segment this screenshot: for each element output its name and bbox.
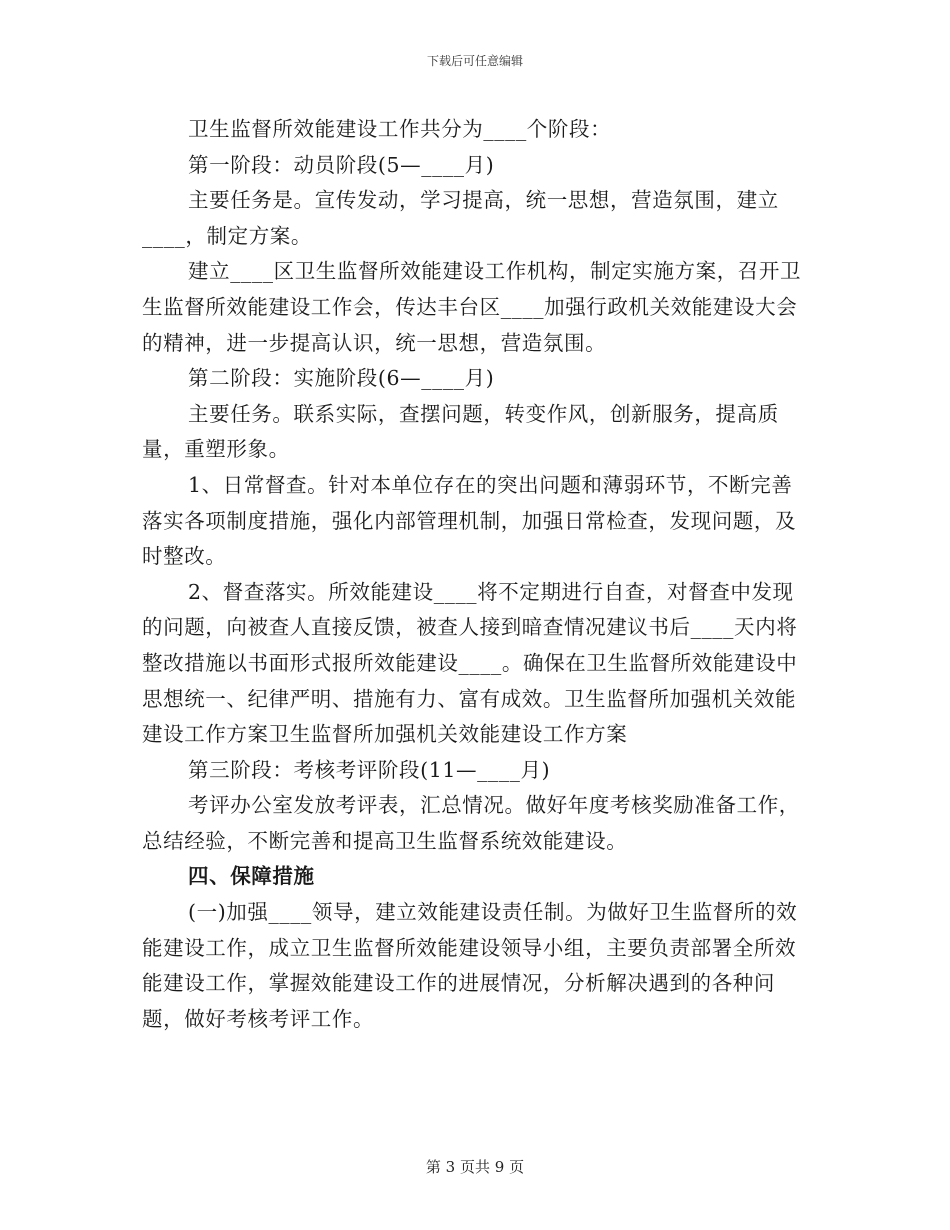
paragraph-stage-one-title: 第一阶段：动员阶段(5—____月) bbox=[188, 152, 495, 177]
paragraph-stage-count: 卫生监督所效能建设工作共分为____个阶段： bbox=[188, 117, 612, 141]
paragraph-daily-inspection: 1、日常督查。针对本单位存在的突出问题和薄弱环节，不断完善落实各项制度措施，强化内部管理机制，加强日常检查，发现问题，及时整改。 bbox=[142, 472, 797, 569]
document-body bbox=[142, 112, 810, 1037]
page-header: 下载后可任意编辑 bbox=[426, 54, 523, 68]
paragraph-stage-one-tasks: 主要任务是。宣传发动，学习提高，统一思想，营造氛围，建立____，制定方案。 bbox=[142, 188, 779, 248]
paragraph-stage-two-title: 第二阶段：实施阶段(6—____月) bbox=[188, 366, 495, 391]
paragraph-stage-three-title: 第三阶段：考核考评阶段(11—____月) bbox=[188, 757, 551, 782]
paragraph-stage-two-tasks: 主要任务。联系实际，查摆问题，转变作风，创新服务，提高质量，重塑形象。 bbox=[142, 401, 779, 462]
paragraph-stage-three-tasks: 考评办公室发放考评表，汇总情况。做好年度考核奖励准备工作，总结经验，不断完善和提高卫生监督系统效能建设。 bbox=[142, 793, 800, 853]
page-number: 第 3 页共 9 页 bbox=[425, 1158, 525, 1176]
section-heading-safeguards: 四、保障措施 bbox=[188, 864, 315, 889]
paragraph-strengthen-leadership: (一)加强____领导，建立效能建设责任制。为做好卫生监督所的效能建设工作，成立卫生监督所效能建设领导小组，主要负责部署全所效能建设工作，掌握效能建设工作的进展情况，分析解决遇到的各种问题，做好考核考评工作。 bbox=[142, 900, 798, 1031]
paragraph-inspection-implementation: 2、督查落实。所效能建设____将不定期进行自查，对督查中发现的问题，向被查人直接反馈，被查人接到暗查情况建议书后____天内将整改措施以书面形式报所效能建设____。确保在卫生监督所效能建设中思想统一、纪律严明、措施有力、富有成效。卫生监督所加强机关效能建设工作方案卫生监督所加强机关效能建设工作方案 bbox=[142, 579, 798, 747]
paragraph-stage-one-detail: 建立____区卫生监督所效能建设工作机构，制定实施方案，召开卫生监督所效能建设工作会，传达丰台区____加强行政机关效能建设大会的精神，进一步提高认识，统一思想，营造氛围。 bbox=[142, 259, 802, 355]
